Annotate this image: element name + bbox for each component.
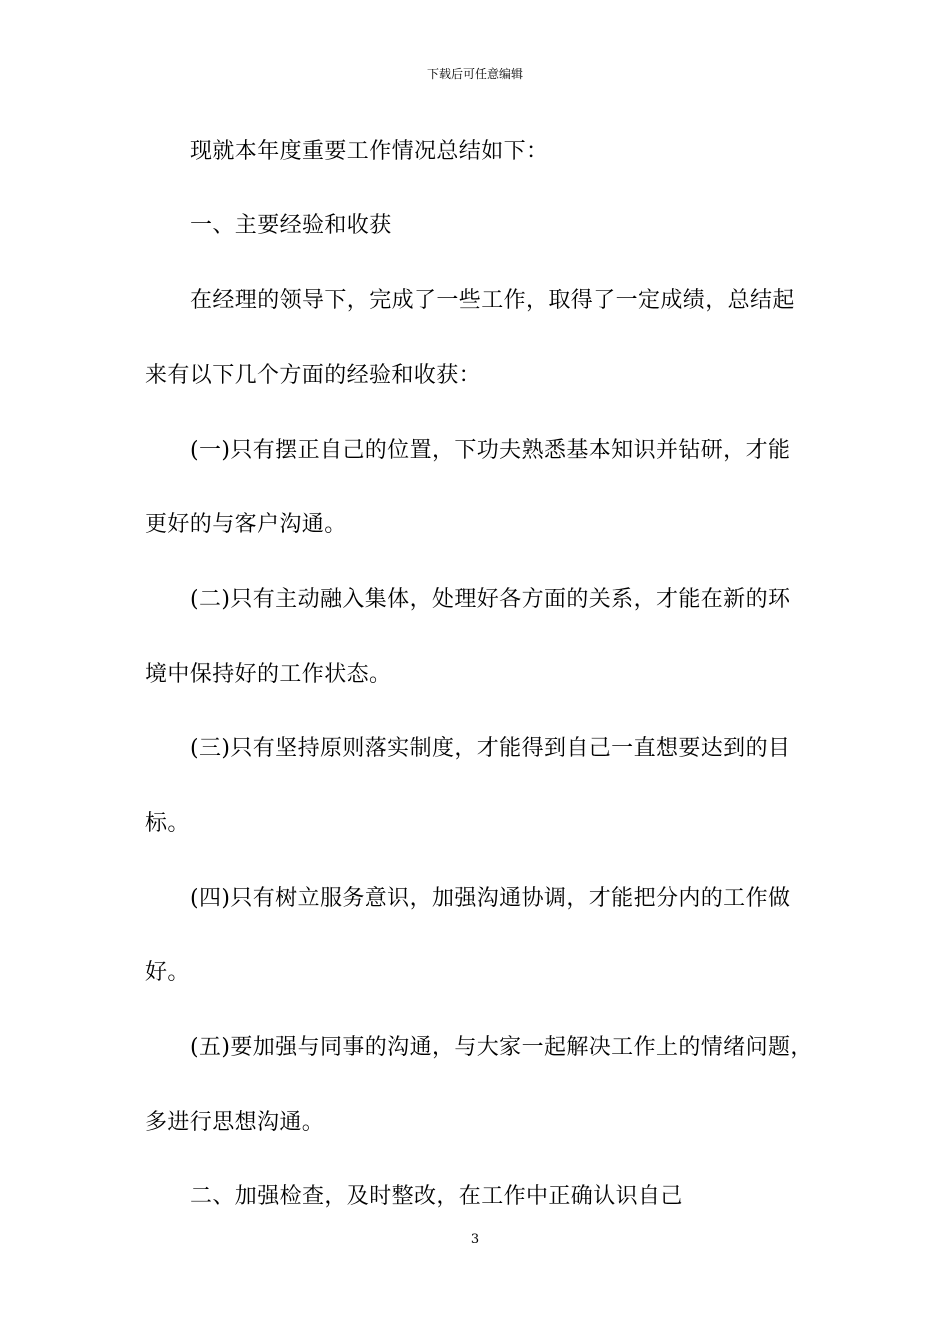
paragraph-line: 更好的与客户沟通。 xyxy=(145,512,347,537)
paragraph-line: (三)只有坚持原则落实制度，才能得到自己一直想要达到的目 xyxy=(190,736,791,761)
page-number: 3 xyxy=(470,1232,480,1247)
paragraph-line: 好。 xyxy=(145,960,190,985)
section-heading: 二、加强检查，及时整改，在工作中正确认识自己 xyxy=(190,1184,683,1209)
paragraph-line: 在经理的领导下，完成了一些工作，取得了一定成绩，总结起 xyxy=(190,288,795,313)
section-heading: 一、主要经验和收获 xyxy=(190,213,392,238)
paragraph-line: 现就本年度重要工作情况总结如下： xyxy=(190,139,549,164)
paragraph-line: (一)只有摆正自己的位置，下功夫熟悉基本知识并钻研，才能 xyxy=(190,438,791,463)
page-header: 下载后可任意编辑 xyxy=(426,67,523,81)
paragraph-line: 境中保持好的工作状态。 xyxy=(145,662,392,687)
paragraph-line: (二)只有主动融入集体，处理好各方面的关系，才能在新的环 xyxy=(190,587,791,612)
paragraph-line: 来有以下几个方面的经验和收获： xyxy=(145,363,482,388)
paragraph-line: (四)只有树立服务意识，加强沟通协调，才能把分内的工作做 xyxy=(190,886,791,911)
paragraph-line: 标。 xyxy=(145,811,190,836)
paragraph-line: 多进行思想沟通。 xyxy=(145,1110,325,1135)
paragraph-line: (五)要加强与同事的沟通，与大家一起解决工作上的情绪问题， xyxy=(190,1035,813,1060)
